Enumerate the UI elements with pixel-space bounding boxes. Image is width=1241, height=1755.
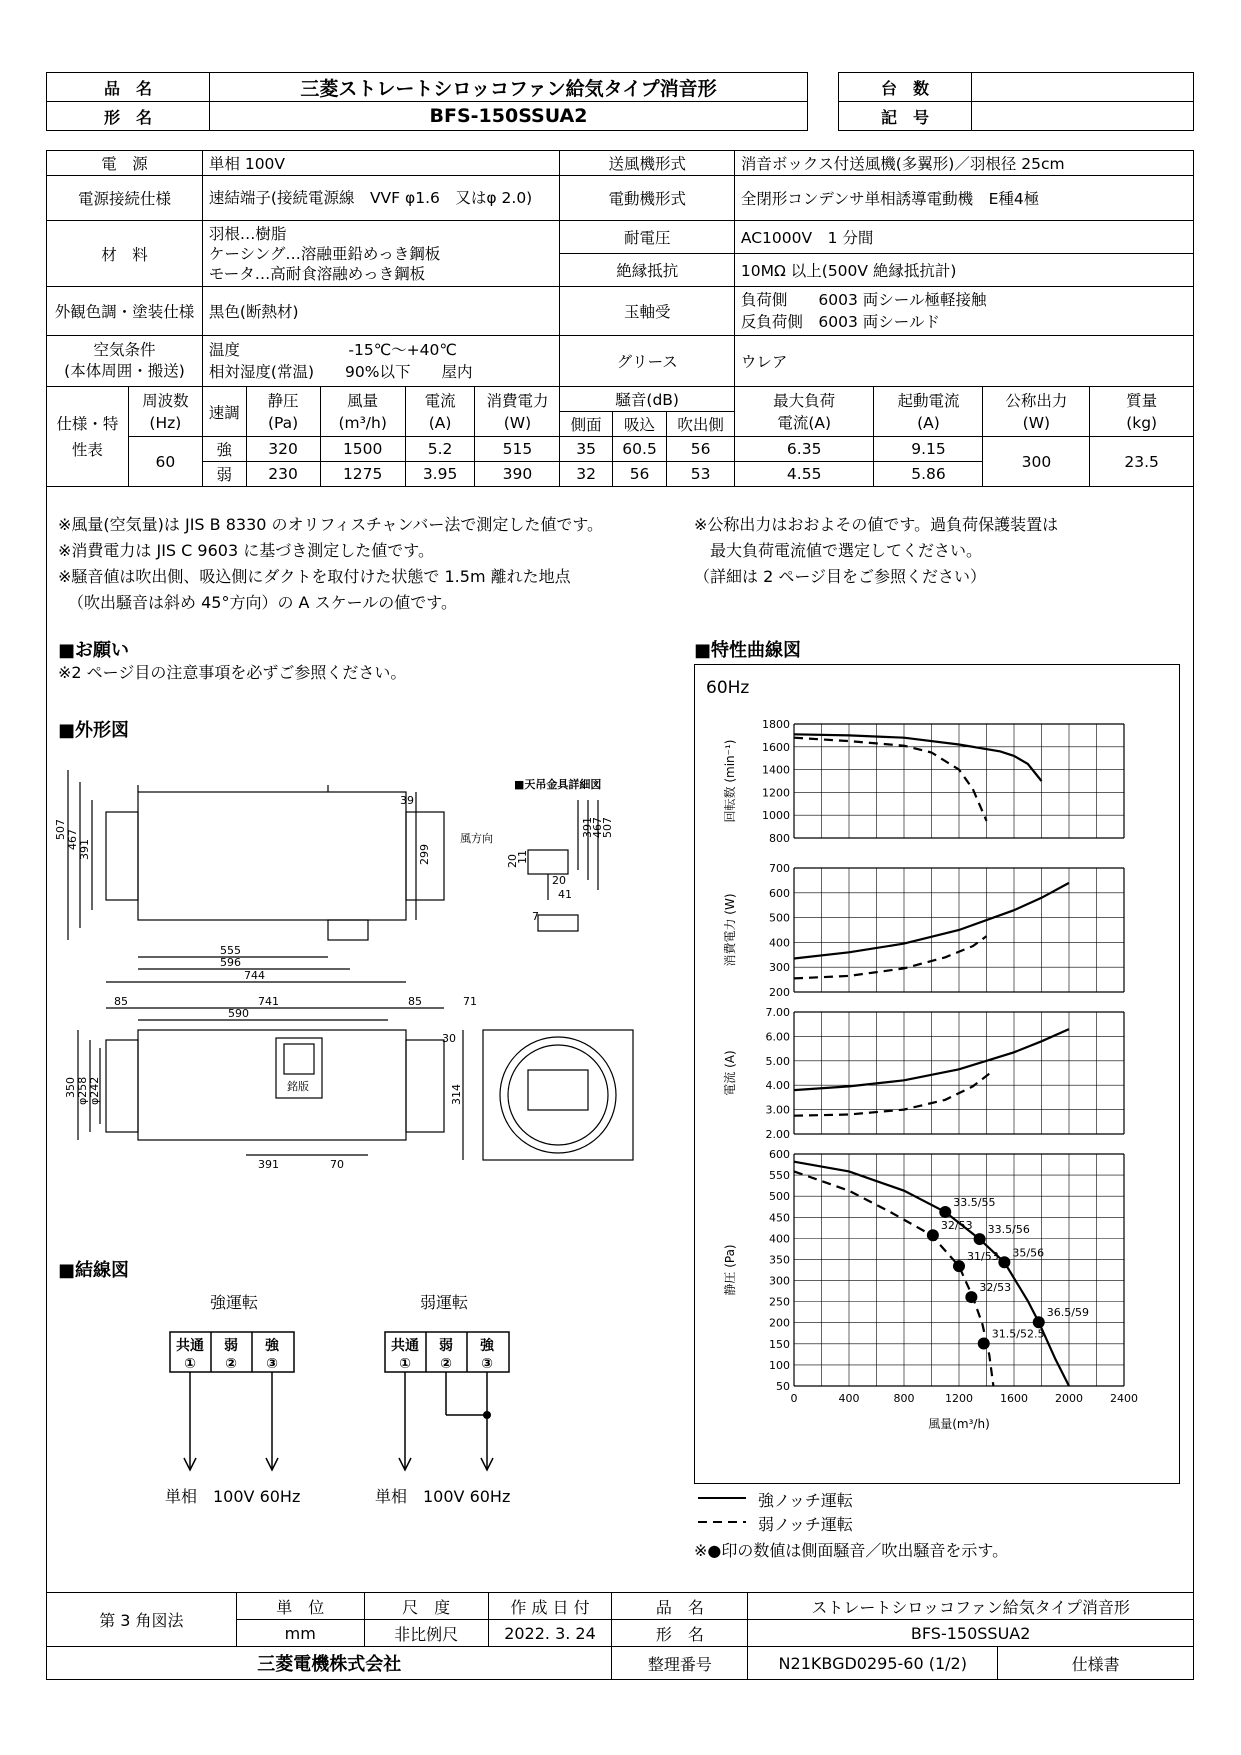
unit-value: mm [236, 1620, 364, 1647]
bearing-line: 負荷側 6003 両シール極軽接触 [740, 291, 987, 309]
noise-intake-header: 吸込 [612, 412, 667, 437]
bearing-label: 玉軸受 [560, 287, 734, 336]
perf-row-label [47, 387, 129, 487]
spec-table [46, 150, 1194, 487]
wiring-weak-title: 弱運転 [420, 1293, 469, 1312]
current-header-unit: (A) [428, 413, 452, 432]
note-line: ※消費電力は JIS C 9603 に基づき測定した値です。 [58, 541, 434, 560]
noise-marker [1033, 1316, 1045, 1328]
y-tick-label: 350 [769, 1253, 790, 1267]
ref-label: 整理番号 [612, 1647, 748, 1680]
chart-legend [694, 1486, 754, 1536]
y-tick-label: 1600 [762, 740, 790, 754]
hanger-title: ■天吊金具詳細図 [514, 778, 602, 791]
bearing-value [734, 287, 1193, 336]
mass-header-text: 質量 [1126, 391, 1158, 410]
airflow-header-unit: (m³/h) [338, 413, 387, 432]
freq-header-unit: (Hz) [149, 413, 182, 432]
dim-label: 467 [66, 829, 79, 850]
withstand-value: AC1000V 1 分間 [734, 221, 1193, 254]
y-tick-label: 3.00 [765, 1103, 790, 1117]
current-value: 5.2 [405, 437, 475, 462]
max-current-value: 6.35 [734, 437, 874, 462]
title-table [46, 72, 808, 131]
scale-value: 非比例尺 [364, 1620, 488, 1647]
quantity-value [972, 73, 1194, 102]
x-tick-label: 0 [790, 1392, 798, 1405]
dim-label: 590 [228, 1007, 249, 1020]
y-tick-label: 6.00 [765, 1030, 790, 1044]
doc-type: 仕様書 [998, 1647, 1194, 1680]
terminal-num: ③ [266, 1356, 278, 1372]
y-axis-label: 回転数 (min⁻¹) [723, 739, 737, 823]
y-tick-label: 400 [769, 936, 790, 950]
terminal-num: ① [399, 1356, 411, 1372]
scale-label: 尺 度 [364, 1593, 488, 1620]
speed-header: 速調 [202, 387, 246, 437]
symbol-value [972, 102, 1194, 131]
weak-notch-curve [794, 738, 987, 821]
max-current-value: 4.55 [734, 462, 874, 487]
bearing-line: 反負荷側 6003 両シールド [740, 313, 940, 331]
noise-marker [998, 1256, 1010, 1268]
material-label: 材 料 [47, 221, 203, 287]
y-tick-label: 1000 [762, 809, 790, 823]
footer-model: BFS-150SSUA2 [748, 1620, 1194, 1647]
dim-label: 507 [54, 819, 67, 840]
terminal-label: 強 [265, 1338, 279, 1354]
noise-marker [939, 1206, 951, 1218]
dim-label: 596 [220, 956, 241, 969]
noise-side-value: 35 [560, 437, 612, 462]
dim-label: 11 [516, 850, 529, 864]
date-value: 2022. 3. 24 [488, 1620, 612, 1647]
grease-label: グリース [560, 336, 734, 387]
noise-marker [978, 1337, 990, 1349]
freq-value: 60 [128, 437, 202, 487]
pressure-value: 230 [246, 462, 320, 487]
dim-label: 555 [220, 944, 241, 957]
y-tick-label: 300 [769, 1274, 790, 1288]
legend-strong: 強ノッチ運転 [758, 1491, 853, 1510]
air-condition-value [202, 336, 560, 387]
y-tick-label: 1400 [762, 763, 790, 777]
date-label: 作 成 日 付 [488, 1593, 612, 1620]
noise-intake-value: 56 [612, 462, 667, 487]
max-current-header [734, 387, 874, 437]
speed-value: 強 [202, 437, 246, 462]
mass-header [1090, 387, 1194, 437]
x-tick-label: 400 [838, 1392, 860, 1405]
notes-right [694, 512, 1194, 590]
dim-label: 744 [244, 969, 265, 982]
legend-note: ※●印の数値は側面騒音／吹出騒音を示す。 [694, 1541, 1009, 1560]
dim-label: 41 [558, 888, 572, 901]
y-tick-label: 500 [769, 911, 790, 925]
y-tick-label: 2.00 [765, 1128, 790, 1141]
quantity-table [838, 72, 1194, 131]
terminal-label: 弱 [439, 1338, 453, 1354]
grease-value: ウレア [734, 336, 1193, 387]
footer-name: ストレートシロッコファン給気タイプ消音形 [748, 1593, 1194, 1620]
start-current-value: 5.86 [874, 462, 983, 487]
noise-marker-label: 33.5/56 [987, 1223, 1030, 1237]
dim-label: 30 [442, 1032, 456, 1045]
start-current-value: 9.15 [874, 437, 983, 462]
noise-side-value: 32 [560, 462, 612, 487]
y-tick-label: 250 [769, 1295, 790, 1309]
noise-outlet-header: 吹出側 [667, 412, 735, 437]
y-tick-label: 4.00 [765, 1079, 790, 1093]
terminal-num: ② [440, 1356, 452, 1372]
pressure-value: 320 [246, 437, 320, 462]
footer-table [46, 1592, 1194, 1680]
dim-label: 70 [330, 1158, 344, 1171]
color-value: 黒色(断熱材) [202, 287, 560, 336]
air-line: 相対湿度(常温) 90%以下 屋内 [208, 363, 473, 381]
dim-label: 391 [78, 839, 91, 860]
rated-output-header-unit: (W) [1022, 413, 1051, 432]
pressure-header-text: 静圧 [267, 391, 299, 410]
y-tick-label: 200 [769, 986, 790, 999]
dim-label: φ258 [76, 1076, 89, 1105]
x-tick-label: 1200 [945, 1392, 973, 1405]
y-tick-label: 50 [776, 1380, 790, 1393]
air-line: 温度 -15℃～+40℃ [208, 341, 457, 359]
product-name: 三菱ストレートシロッコファン給気タイプ消音形 [210, 73, 808, 102]
y-axis-label: 静圧 (Pa) [723, 1244, 737, 1296]
noise-outlet-value: 53 [667, 462, 735, 487]
dim-label: 741 [258, 995, 279, 1008]
terminal-label: 共通 [176, 1338, 204, 1354]
noise-marker-label: 33.5/55 [953, 1196, 996, 1209]
fan-type-value: 消音ボックス付送風機(多翼形)／羽根径 25cm [734, 151, 1193, 176]
wiring-title: ■結線図 [58, 1260, 130, 1281]
mass-value: 23.5 [1090, 437, 1194, 487]
start-current-header [874, 387, 983, 437]
product-name-label: 品 名 [47, 73, 210, 102]
motor-type-label: 電動機形式 [560, 176, 734, 221]
noise-header: 騒音(dB) [560, 387, 734, 412]
x-tick-label: 800 [893, 1392, 915, 1405]
noise-marker-label: 35/56 [1012, 1246, 1045, 1260]
material-line: ケーシング…溶融亜鉛めっき鋼板 [208, 244, 441, 263]
request-text: ※2 ページ目の注意事項を必ずご参照ください。 [58, 663, 407, 682]
dim-label: 20 [552, 874, 566, 887]
junction-dot [483, 1411, 491, 1419]
terminal-label: 共通 [391, 1338, 419, 1354]
terminal-num: ① [184, 1356, 196, 1372]
max-current-header-unit: 電流(A) [777, 413, 832, 432]
noise-intake-value: 60.5 [612, 437, 667, 462]
quantity-label: 台 数 [839, 73, 972, 102]
air-condition-label [47, 336, 203, 387]
strong-notch-curve [794, 734, 1042, 781]
y-tick-label: 600 [769, 1148, 790, 1161]
y-tick-label: 200 [769, 1316, 790, 1330]
dim-label: 391 [258, 1158, 279, 1171]
dim-label: φ242 [88, 1076, 101, 1105]
note-line: （詳細は 2 ページ目をご参照ください） [694, 567, 987, 586]
rated-output-value: 300 [983, 437, 1090, 487]
noise-marker-label: 32/53 [979, 1281, 1012, 1295]
pressure-header [246, 387, 320, 437]
power-header-unit: (W) [503, 413, 532, 432]
power-value-cell: 390 [475, 462, 560, 487]
y-tick-label: 600 [769, 886, 790, 900]
noise-marker [927, 1229, 939, 1241]
material-line: モータ…高耐食溶融めっき鋼板 [208, 264, 426, 283]
y-tick-label: 700 [769, 862, 790, 875]
wiring-diagram [160, 1320, 540, 1500]
insulation-value: 10MΩ 以上(500V 絶縁抵抗計) [734, 254, 1193, 287]
withstand-label: 耐電圧 [560, 221, 734, 254]
y-tick-label: 150 [769, 1337, 790, 1351]
terminal-num: ② [225, 1356, 237, 1372]
y-tick-label: 5.00 [765, 1054, 790, 1068]
symbol-label: 記 号 [839, 102, 972, 131]
mass-header-unit: (kg) [1126, 413, 1158, 432]
y-axis-label: 消費電力 (W) [723, 893, 737, 967]
terminal-label: 強 [480, 1338, 494, 1354]
air-label-line: (本体周囲・搬送) [64, 362, 185, 380]
x-axis-label: 風量(m³/h) [928, 1417, 990, 1431]
projection-method: 第 3 角図法 [47, 1593, 237, 1647]
max-current-header-text: 最大負荷 [773, 391, 836, 410]
unit-label: 単 位 [236, 1593, 364, 1620]
power-value: 単相 100V [202, 151, 560, 176]
power-value-cell: 515 [475, 437, 560, 462]
pressure-header-unit: (Pa) [267, 413, 299, 432]
airflow-value: 1275 [320, 462, 405, 487]
note-line: ※風量(空気量)は JIS B 8330 のオリフィスチャンバー法で測定した値です。 [58, 515, 604, 534]
airflow-header [320, 387, 405, 437]
noise-marker [974, 1233, 986, 1245]
note-line: ※公称出力はおおよその値です。過負荷保護装置は [694, 515, 1059, 534]
current-value: 3.95 [405, 462, 475, 487]
material-value [202, 221, 560, 287]
dim-label: 467 [591, 817, 604, 838]
terminal-num: ③ [481, 1356, 493, 1372]
wind-direction-label: 風方向 [460, 832, 493, 845]
dim-label: 350 [64, 1077, 77, 1098]
current-header [405, 387, 475, 437]
start-current-header-text: 起動電流 [897, 391, 960, 410]
start-current-header-unit: (A) [917, 413, 940, 432]
y-tick-label: 800 [769, 832, 790, 845]
note-line: 最大負荷電流値で選定してください。 [694, 541, 983, 560]
model-label: 形 名 [47, 102, 210, 131]
noise-outlet-value: 56 [667, 437, 735, 462]
noise-marker-label: 31/53 [967, 1250, 999, 1264]
y-tick-label: 550 [769, 1169, 790, 1183]
dim-label: 314 [450, 1084, 463, 1105]
dim-label: 20 [506, 854, 519, 868]
request-title: ■お願い [58, 640, 130, 661]
dim-label: 507 [601, 817, 614, 838]
y-tick-label: 7.00 [765, 1006, 790, 1019]
weak-notch-curve [794, 1071, 993, 1116]
dim-label: 299 [418, 844, 431, 865]
outline-drawing [54, 760, 678, 1190]
color-label: 外観色調・塗装仕様 [47, 287, 203, 336]
air-label-line: 空気条件 [93, 341, 156, 359]
characteristic-charts [694, 664, 1178, 1482]
noise-side-header: 側面 [560, 412, 612, 437]
note-line: ※騒音値は吹出側、吸込側にダクトを取付けた状態で 1.5m 離れた地点 [58, 567, 571, 586]
y-tick-label: 400 [769, 1232, 790, 1246]
body-top-view [138, 792, 406, 920]
dim-label: 71 [463, 995, 477, 1008]
noise-marker-label: 32/53 [940, 1219, 973, 1233]
dim-label: 7 [532, 910, 539, 923]
power-header [475, 387, 560, 437]
chart-section-title: ■特性曲線図 [694, 640, 802, 661]
noise-marker-label: 36.5/59 [1046, 1306, 1089, 1320]
y-tick-label: 100 [769, 1358, 790, 1372]
company-name: 三菱電機株式会社 [47, 1647, 612, 1680]
ref-number: N21KBGD0295-60 (1/2) [748, 1647, 998, 1680]
noise-marker-label: 31.5/52.5 [991, 1327, 1045, 1341]
dim-label: 39 [400, 794, 414, 807]
wiring-supply-weak: 単相 100V 60Hz [375, 1487, 511, 1506]
freq-header-text: 周波数 [142, 391, 189, 410]
motor-type-value: 全閉形コンデンサ単相誘導電動機 E種4極 [734, 176, 1193, 221]
note-line: （吹出騒音は斜め 45°方向）の A スケールの値です。 [68, 593, 457, 612]
wiring-supply-strong: 単相 100V 60Hz [165, 1487, 301, 1506]
insulation-label: 絶縁抵抗 [560, 254, 734, 287]
wiring-strong-title: 強運転 [210, 1293, 259, 1312]
x-tick-label: 1600 [1000, 1392, 1028, 1405]
airflow-value: 1500 [320, 437, 405, 462]
speed-value: 弱 [202, 462, 246, 487]
noise-marker [965, 1291, 977, 1303]
y-tick-label: 1800 [762, 718, 790, 731]
noise-marker [953, 1260, 965, 1272]
freq-header [128, 387, 202, 437]
y-tick-label: 500 [769, 1190, 790, 1204]
y-tick-label: 1200 [762, 786, 790, 800]
dim-label: 85 [408, 995, 422, 1008]
footer-model-label: 形 名 [612, 1620, 748, 1647]
model-name: BFS-150SSUA2 [210, 102, 808, 131]
chart-freq-label: 60Hz [706, 678, 750, 698]
connection-label: 電源接続仕様 [47, 176, 203, 221]
power-header-text: 消費電力 [486, 391, 549, 410]
dim-label: 85 [114, 995, 128, 1008]
y-tick-label: 300 [769, 961, 790, 975]
x-tick-label: 2400 [1110, 1392, 1138, 1405]
y-tick-label: 450 [769, 1211, 790, 1225]
y-axis-label: 電流 (A) [723, 1050, 737, 1096]
outline-title: ■外形図 [58, 720, 130, 741]
dim-label: 391 [581, 817, 594, 838]
fan-type-label: 送風機形式 [560, 151, 734, 176]
notes-left [58, 512, 698, 616]
rated-output-header [983, 387, 1090, 437]
footer-name-label: 品 名 [612, 1593, 748, 1620]
current-header-text: 電流 [424, 391, 456, 410]
legend-weak: 弱ノッチ運転 [758, 1515, 853, 1534]
x-tick-label: 2000 [1055, 1392, 1083, 1405]
airflow-header-text: 風量 [347, 391, 379, 410]
material-line: 羽根…樹脂 [208, 224, 287, 243]
terminal-label: 弱 [224, 1338, 238, 1354]
power-label: 電 源 [47, 151, 203, 176]
rated-output-header-text: 公称出力 [1005, 391, 1068, 410]
nameplate-label: 銘版 [287, 1080, 309, 1093]
connection-value: 速結端子(接続電源線 VVF φ1.6 又はφ 2.0) [202, 176, 560, 221]
perf-label-text: 仕様・特性表 [56, 414, 119, 459]
